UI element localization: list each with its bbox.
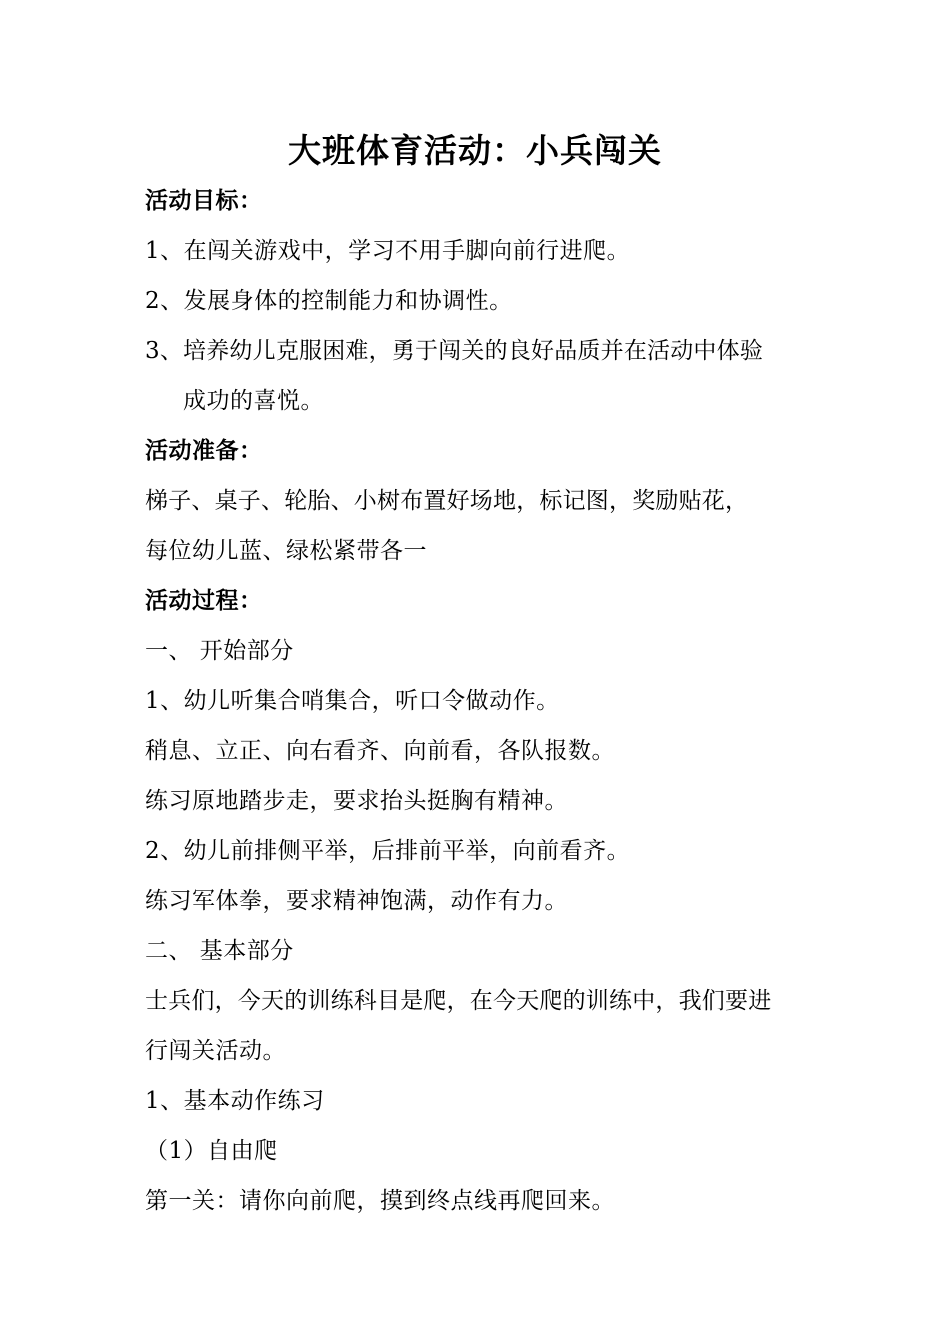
free-crawl-heading: （1）自由爬 <box>145 1138 278 1164</box>
process-step-2: 2、幼儿前排侧平举，后排前平举，向前看齐。 <box>145 838 631 864</box>
goal-item-3-continued: 成功的喜悦。 <box>183 388 324 414</box>
process-part-2-intro-line-2: 行闯关活动。 <box>145 1038 286 1064</box>
process-step-1-detail-2: 练习原地踏步走，要求抬头挺胸有精神。 <box>145 788 568 814</box>
section-heading-preparation: 活动准备： <box>145 437 263 464</box>
document-title: 大班体育活动：小兵闯关 <box>288 131 662 170</box>
section-heading-goals: 活动目标： <box>145 187 263 214</box>
process-step-2-detail: 练习军体拳，要求精神饱满，动作有力。 <box>145 888 568 914</box>
process-step-1: 1、幼儿听集合哨集合，听口令做动作。 <box>145 688 560 714</box>
document-body <box>145 176 825 1226</box>
basic-practice-heading: 1、基本动作练习 <box>145 1088 325 1114</box>
level-1-text: 第一关：请你向前爬，摸到终点线再爬回来。 <box>145 1188 615 1214</box>
goal-item-2: 2、发展身体的控制能力和协调性。 <box>145 288 513 314</box>
preparation-text-line-2: 每位幼儿蓝、绿松紧带各一 <box>145 538 427 564</box>
process-step-1-detail-1: 稍息、立正、向右看齐、向前看，各队报数。 <box>145 738 615 764</box>
section-heading-process: 活动过程： <box>145 587 263 614</box>
preparation-text-line-1: 梯子、桌子、轮胎、小树布置好场地，标记图，奖励贴花， <box>145 488 749 514</box>
goal-item-1: 1、在闯关游戏中，学习不用手脚向前行进爬。 <box>145 238 631 264</box>
process-part-2-intro-line-1: 士兵们，今天的训练科目是爬，在今天爬的训练中，我们要进 <box>145 988 772 1014</box>
goal-item-3: 3、培养幼儿克服困难，勇于闯关的良好品质并在活动中体验 <box>145 338 764 364</box>
process-part-1-heading: 一、 开始部分 <box>145 638 294 664</box>
process-part-2-heading: 二、 基本部分 <box>145 938 294 964</box>
